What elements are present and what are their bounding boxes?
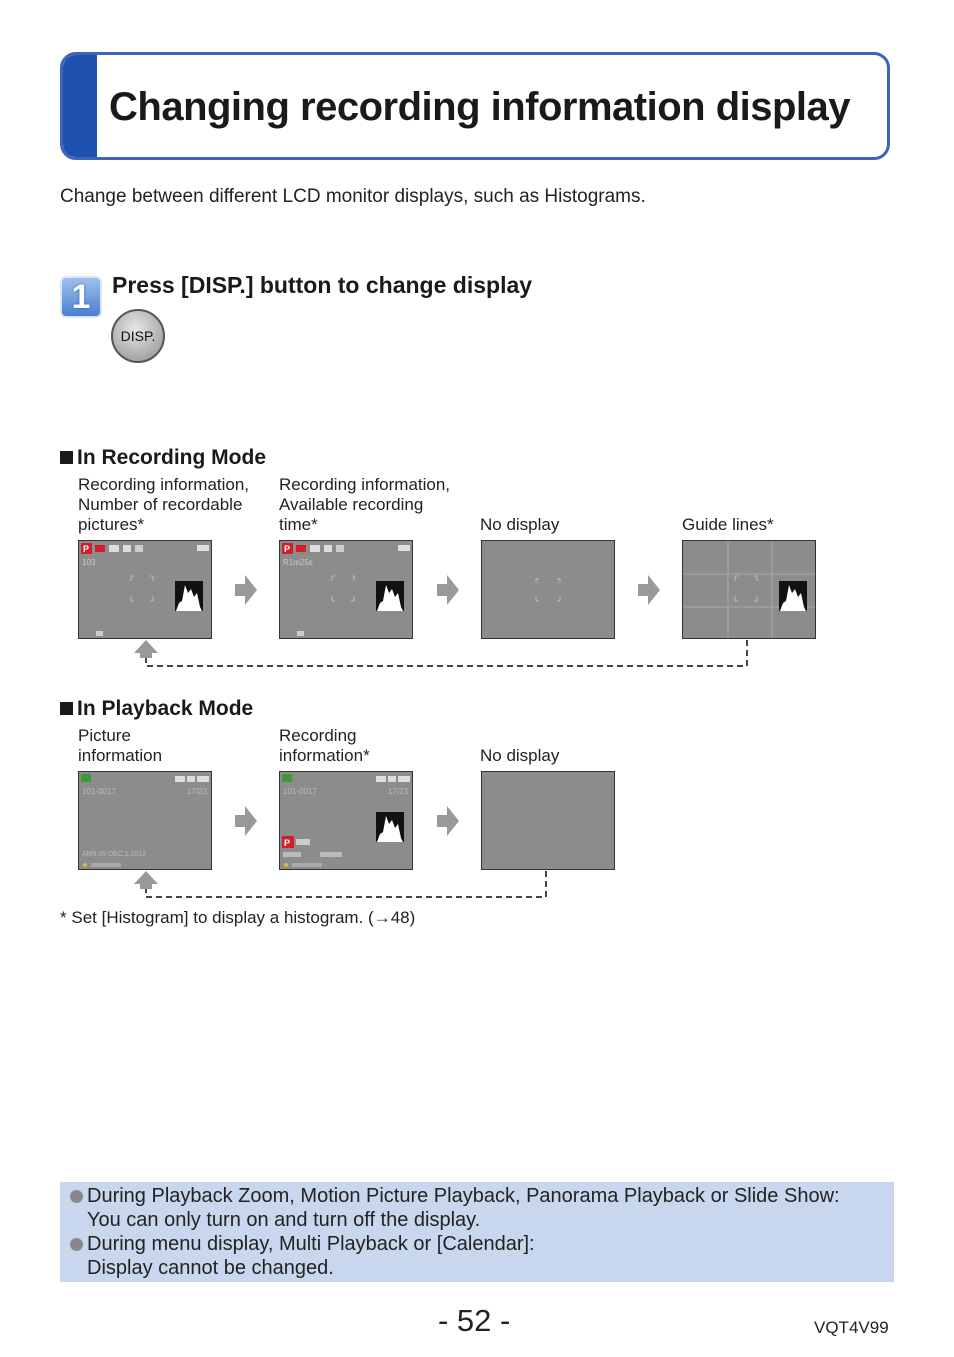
rec-screen-info-time — [279, 540, 413, 639]
step-heading: Press [DISP.] button to change display — [112, 272, 533, 298]
pb-caption-1: Picture information — [78, 726, 163, 765]
step-number-badge: 1 — [60, 276, 102, 318]
playback-mode-heading: In Playback Mode — [60, 697, 253, 721]
document-code: VQT4V99 — [814, 1318, 889, 1337]
svg-text:103: 103 — [82, 558, 96, 567]
svg-text:17/23: 17/23 — [187, 787, 208, 796]
pb-screen-recording-info — [279, 771, 413, 870]
page-number: - 52 - — [438, 1303, 511, 1338]
svg-text:101-0017: 101-0017 — [82, 787, 116, 796]
svg-text:101-0017: 101-0017 — [283, 787, 317, 796]
recording-mode-heading: In Recording Mode — [60, 446, 266, 470]
asterisk-icon: * — [60, 908, 67, 927]
rec-caption-2: Recording information, Available recording time* — [279, 475, 451, 534]
bullet-icon — [70, 1238, 83, 1251]
svg-text:17/23: 17/23 — [388, 787, 409, 796]
info-line: Display cannot be changed. — [87, 1257, 334, 1279]
title-banner — [60, 52, 890, 160]
svg-text:AM9:35 DEC.1.2012: AM9:35 DEC.1.2012 — [82, 851, 147, 858]
histogram-footnote: * Set [Histogram] to display a histogram. (→48) — [60, 908, 416, 927]
disp-button-icon: DISP. — [111, 309, 165, 363]
svg-text:P: P — [284, 838, 291, 848]
arrow-right-icon — [235, 806, 257, 841]
page-title: Changing recording information display — [109, 85, 851, 129]
arrow-right-icon — [437, 806, 459, 841]
arrow-right-icon — [638, 575, 660, 610]
rec-screen-info-pictures — [78, 540, 212, 639]
rec-caption-1: Recording information, Number of recordable pictures* — [78, 475, 250, 534]
rec-loop-arrow — [130, 638, 760, 670]
rec-screen-no-display — [481, 540, 615, 639]
rec-screen-guide-lines — [682, 540, 816, 639]
pb-screen-no-display — [481, 771, 615, 870]
info-note-box — [60, 1182, 894, 1282]
pb-loop-arrow — [130, 869, 560, 901]
info-line: During Playback Zoom, Motion Picture Playback, Panorama Playback or Slide Show: — [70, 1184, 884, 1208]
bullet-icon — [70, 1190, 83, 1203]
pb-screen-picture-info — [78, 771, 212, 870]
arrow-right-icon — [437, 575, 459, 610]
info-line: You can only turn on and turn off the display. — [87, 1209, 481, 1231]
square-bullet-icon — [60, 451, 73, 464]
svg-text:R1m25s: R1m25s — [283, 558, 313, 567]
svg-text:P: P — [284, 544, 291, 554]
square-bullet-icon — [60, 702, 73, 715]
arrow-right-icon — [235, 575, 257, 610]
intro-text: Change between different LCD monitor displays, such as Histograms. — [60, 186, 646, 207]
pb-caption-2: Recording information* — [279, 726, 370, 765]
pb-caption-3: No display — [480, 746, 560, 765]
svg-text:P: P — [83, 544, 90, 554]
title-accent-bar — [63, 55, 97, 157]
rec-caption-4: Guide lines* — [682, 515, 774, 534]
info-line: During menu display, Multi Playback or [Calendar]: — [70, 1232, 884, 1256]
rec-caption-3: No display — [480, 515, 560, 534]
